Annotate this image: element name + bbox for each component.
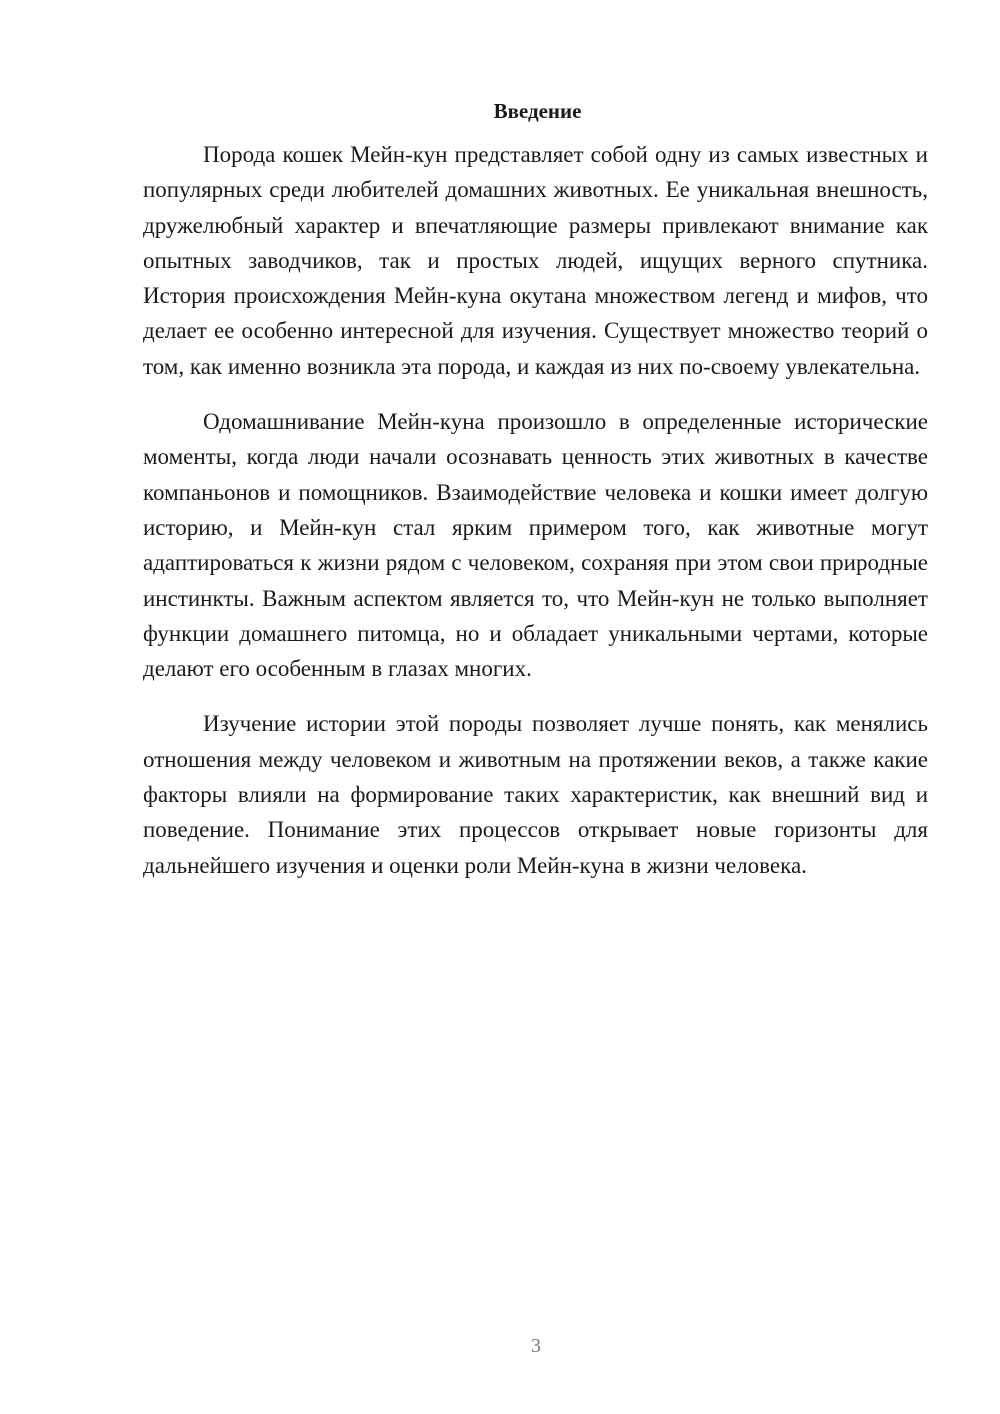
page-content <box>143 95 928 883</box>
section-title: Введение <box>493 99 582 123</box>
paragraph-3: Изучение истории этой породы позволяет лучше понять, как менялись отношения между человеком и животным на протяжении веков, а также какие факторы влияли на формирование таких характеристик, как внешний вид и поведение. Понимание этих процессов открывает новые горизонты для дальнейшего изучения и оценки роли Мейн-куна в жизни человека. <box>143 711 928 878</box>
paragraph-2: Одомашнивание Мейн-куна произошло в определенные исторические моменты, когда люди начали осознавать ценность этих животных в качестве компаньонов и помощников. Взаимодействие человека и кошки имеет долгую историю, и Мейн-кун стал ярким примером того, как животные могут адаптироваться к жизни рядом с человеком, сохраняя при этом свои природные инстинкты. Важным аспектом является то, что Мейн-кун не только выполняет функции домашнего питомца, но и обладает уникальными чертами, которые делают его особенным в глазах многих. <box>143 409 928 682</box>
paragraph-1: Порода кошек Мейн-кун представляет собой одну из самых известных и популярных среди любителей домашних животных. Ее уникальная внешность, дружелюбный характер и впечатляющие размеры привлекают внимание как опытных заводчиков, так и простых людей, ищущих верного спутника. История происхождения Мейн-куна окутана множеством легенд и мифов, что делает ее особенно интересной для изучения. Существует множество теорий о том, как именно возникла эта порода, и каждая из них по-своему увлекательна. <box>143 142 928 379</box>
page-number: 3 <box>531 1335 541 1357</box>
